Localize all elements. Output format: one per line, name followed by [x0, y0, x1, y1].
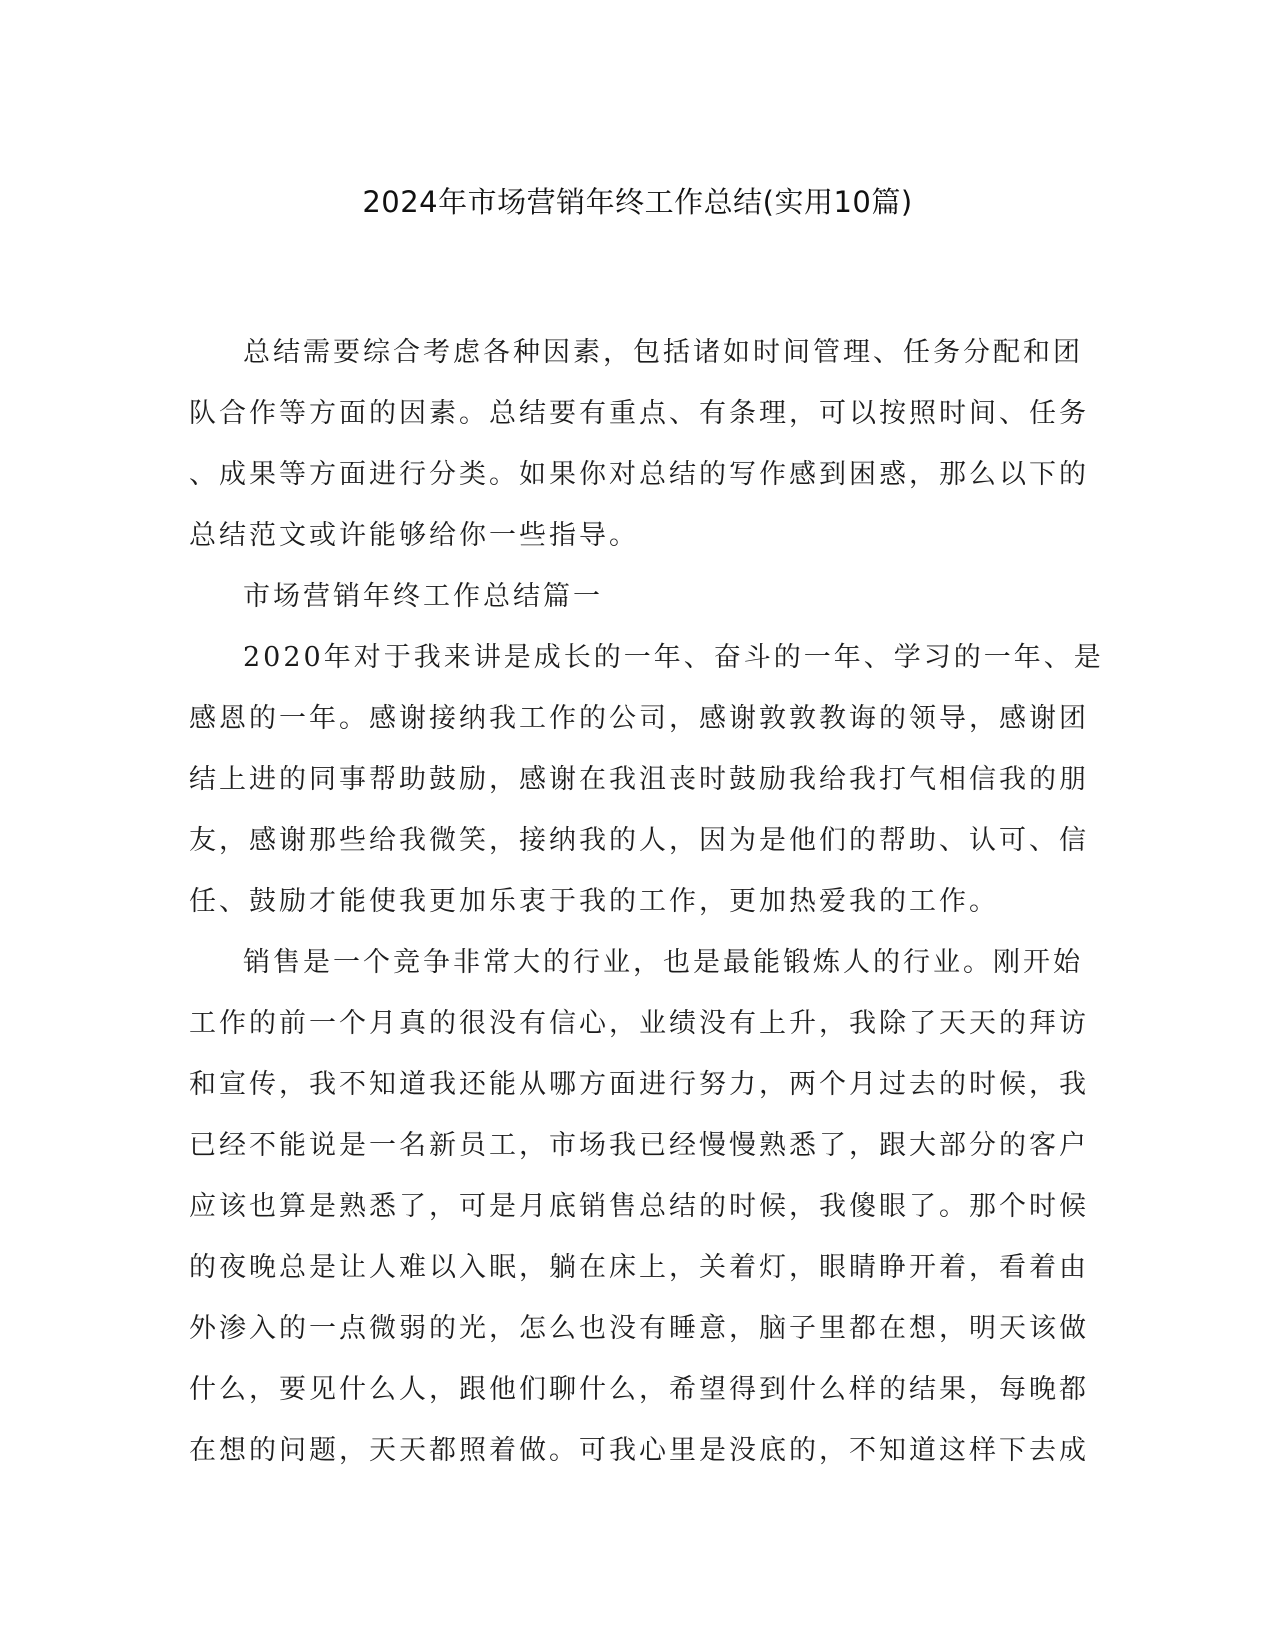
- section-heading: [189, 566, 1069, 627]
- paragraph-line: 外渗入的一点微弱的光，怎么也没有睡意，脑子里都在想，明天该做: [189, 1313, 1089, 1344]
- document-body: [189, 322, 1104, 1481]
- paragraph-line: 应该也算是熟悉了，可是月底销售总结的时候，我傻眼了。那个时候: [189, 1191, 1089, 1222]
- paragraph-line: 队合作等方面的因素。总结要有重点、有条理，可以按照时间、任务: [189, 398, 1089, 429]
- paragraph-line: 友，感谢那些给我微笑，接纳我的人，因为是他们的帮助、认可、信: [189, 825, 1089, 856]
- paragraph-line: 销售是一个竞争非常大的行业，也是最能锻炼人的行业。刚开始: [243, 947, 1083, 978]
- paragraph-line: 感恩的一年。感谢接纳我工作的公司，感谢敦敦教诲的领导，感谢团: [189, 703, 1089, 734]
- paragraph-line: 总结范文或许能够给你一些指导。: [189, 520, 639, 551]
- paragraph-line: 的夜晚总是让人难以入眠，躺在床上，关着灯，眼睛睁开着，看着由: [189, 1252, 1089, 1283]
- paragraph-line: 总结需要综合考虑各种因素，包括诸如时间管理、任务分配和团: [243, 337, 1083, 368]
- document-title: 2024年市场营销年终工作总结(实用10篇): [362, 185, 913, 219]
- paragraph-intro: [189, 322, 1089, 566]
- section-heading-text: 市场营销年终工作总结篇一: [243, 581, 603, 612]
- paragraph-line: 2020年对于我来讲是成长的一年、奋斗的一年、学习的一年、是: [243, 642, 1104, 673]
- paragraph-line: 结上进的同事帮助鼓励，感谢在我沮丧时鼓励我给我打气相信我的朋: [189, 764, 1089, 795]
- paragraph-line: 和宣传，我不知道我还能从哪方面进行努力，两个月过去的时候，我: [189, 1069, 1089, 1100]
- paragraph-sales: [189, 932, 1089, 1481]
- paragraph-gratitude: [189, 627, 1104, 932]
- paragraph-line: 已经不能说是一名新员工，市场我已经慢慢熟悉了，跟大部分的客户: [189, 1130, 1089, 1161]
- paragraph-line: 任、鼓励才能使我更加乐衷于我的工作，更加热爱我的工作。: [189, 886, 999, 917]
- paragraph-line: 、成果等方面进行分类。如果你对总结的写作感到困惑，那么以下的: [189, 459, 1089, 490]
- paragraph-line: 什么，要见什么人，跟他们聊什么，希望得到什么样的结果，每晚都: [189, 1374, 1089, 1405]
- paragraph-line: 在想的问题，天天都照着做。可我心里是没底的，不知道这样下去成: [189, 1435, 1089, 1466]
- paragraph-line: 工作的前一个月真的很没有信心，业绩没有上升，我除了天天的拜访: [189, 1008, 1089, 1039]
